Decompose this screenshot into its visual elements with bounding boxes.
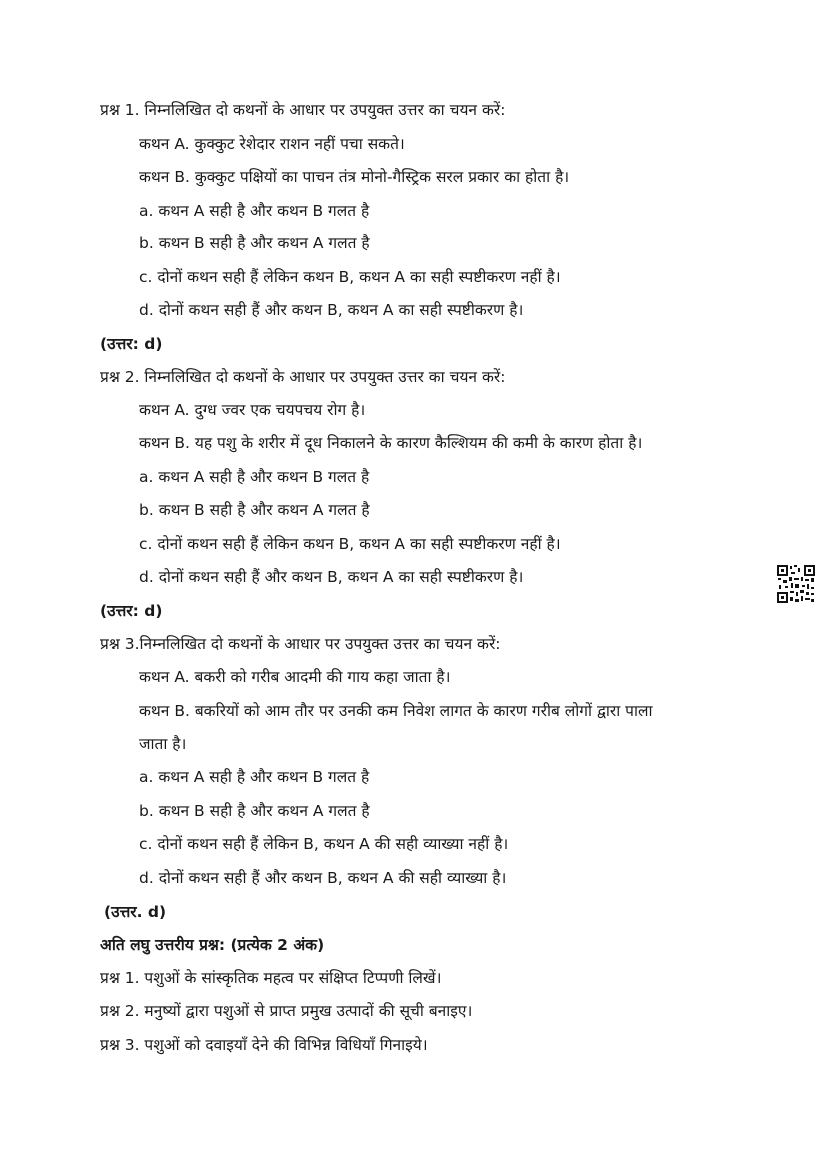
q3-option-c: c. दोनों कथन सही हैं लेकिन B, कथन A की सही व्याख्या नहीं है। — [139, 835, 509, 853]
q3-statement-b-line1: कथन B. बकरियों को आम तौर पर उनकी कम निवेश लागत के कारण गरीब लोगों द्वारा पाला — [139, 702, 653, 720]
q2-option-a: a. कथन A सही है और कथन B गलत है — [139, 468, 370, 486]
q3-option-b: b. कथन B सही है और कथन A गलत है — [139, 802, 370, 820]
q2-option-c: c. दोनों कथन सही हैं लेकिन कथन B, कथन A का सही स्पष्टीकरण नहीं है। — [139, 535, 561, 553]
q3-option-d: d. दोनों कथन सही हैं और कथन B, कथन A की सही व्याख्या है। — [139, 869, 507, 887]
q2-answer: (उत्तर: d) — [100, 602, 163, 620]
q1-option-a: a. कथन A सही है और कथन B गलत है — [139, 202, 370, 220]
q3-option-a: a. कथन A सही है और कथन B गलत है — [139, 768, 370, 786]
q3-answer: (उत्तर. d) — [104, 903, 167, 921]
q1-option-d: d. दोनों कथन सही हैं और कथन B, कथन A का सही स्पष्टीकरण है। — [139, 301, 524, 319]
q1-question: प्रश्न 1. निम्नलिखित दो कथनों के आधार पर उपयुक्त उत्तर का चयन करें: — [100, 101, 506, 119]
q1-answer: (उत्तर: d) — [100, 335, 163, 353]
section-heading: अति लघु उत्तरीय प्रश्न: (प्रत्येक 2 अंक) — [100, 936, 325, 954]
q3-statement-a: कथन A. बकरी को गरीब आदमी की गाय कहा जाता है। — [139, 668, 451, 686]
short-question-2: प्रश्न 2. मनुष्यों द्वारा पशुओं से प्राप्त प्रमुख उत्पादों की सूची बनाइए। — [100, 1002, 473, 1020]
q2-statement-a: कथन A. दुग्ध ज्वर एक चयपचय रोग है। — [139, 401, 366, 419]
short-question-3: प्रश्न 3. पशुओं को दवाइयाँ देने की विभिन्न विधियाँ गिनाइये। — [100, 1036, 428, 1054]
q2-statement-b: कथन B. यह पशु के शरीर में दूध निकालने के कारण कैल्शियम की कमी के कारण होता है। — [139, 434, 643, 452]
q1-statement-b: कथन B. कुक्कुट पक्षियों का पाचन तंत्र मोनो-गैस्ट्रिक सरल प्रकार का होता है। — [139, 168, 570, 186]
q3-statement-b-line2: जाता है। — [139, 735, 187, 753]
qr-code-icon — [776, 564, 816, 604]
q1-option-c: c. दोनों कथन सही हैं लेकिन कथन B, कथन A का सही स्पष्टीकरण नहीं है। — [139, 268, 561, 286]
q2-option-b: b. कथन B सही है और कथन A गलत है — [139, 501, 370, 519]
q2-option-d: d. दोनों कथन सही हैं और कथन B, कथन A का सही स्पष्टीकरण है। — [139, 568, 524, 586]
q2-question: प्रश्न 2. निम्नलिखित दो कथनों के आधार पर उपयुक्त उत्तर का चयन करें: — [100, 368, 506, 386]
short-question-1: प्रश्न 1. पशुओं के सांस्कृतिक महत्व पर संक्षिप्त टिप्पणी लिखें। — [100, 969, 442, 987]
q1-option-b: b. कथन B सही है और कथन A गलत है — [139, 234, 370, 252]
q1-statement-a: कथन A. कुक्कुट रेशेदार राशन नहीं पचा सकते। — [139, 135, 405, 153]
q3-question: प्रश्न 3.निम्नलिखित दो कथनों के आधार पर उपयुक्त उत्तर का चयन करें: — [100, 635, 501, 653]
